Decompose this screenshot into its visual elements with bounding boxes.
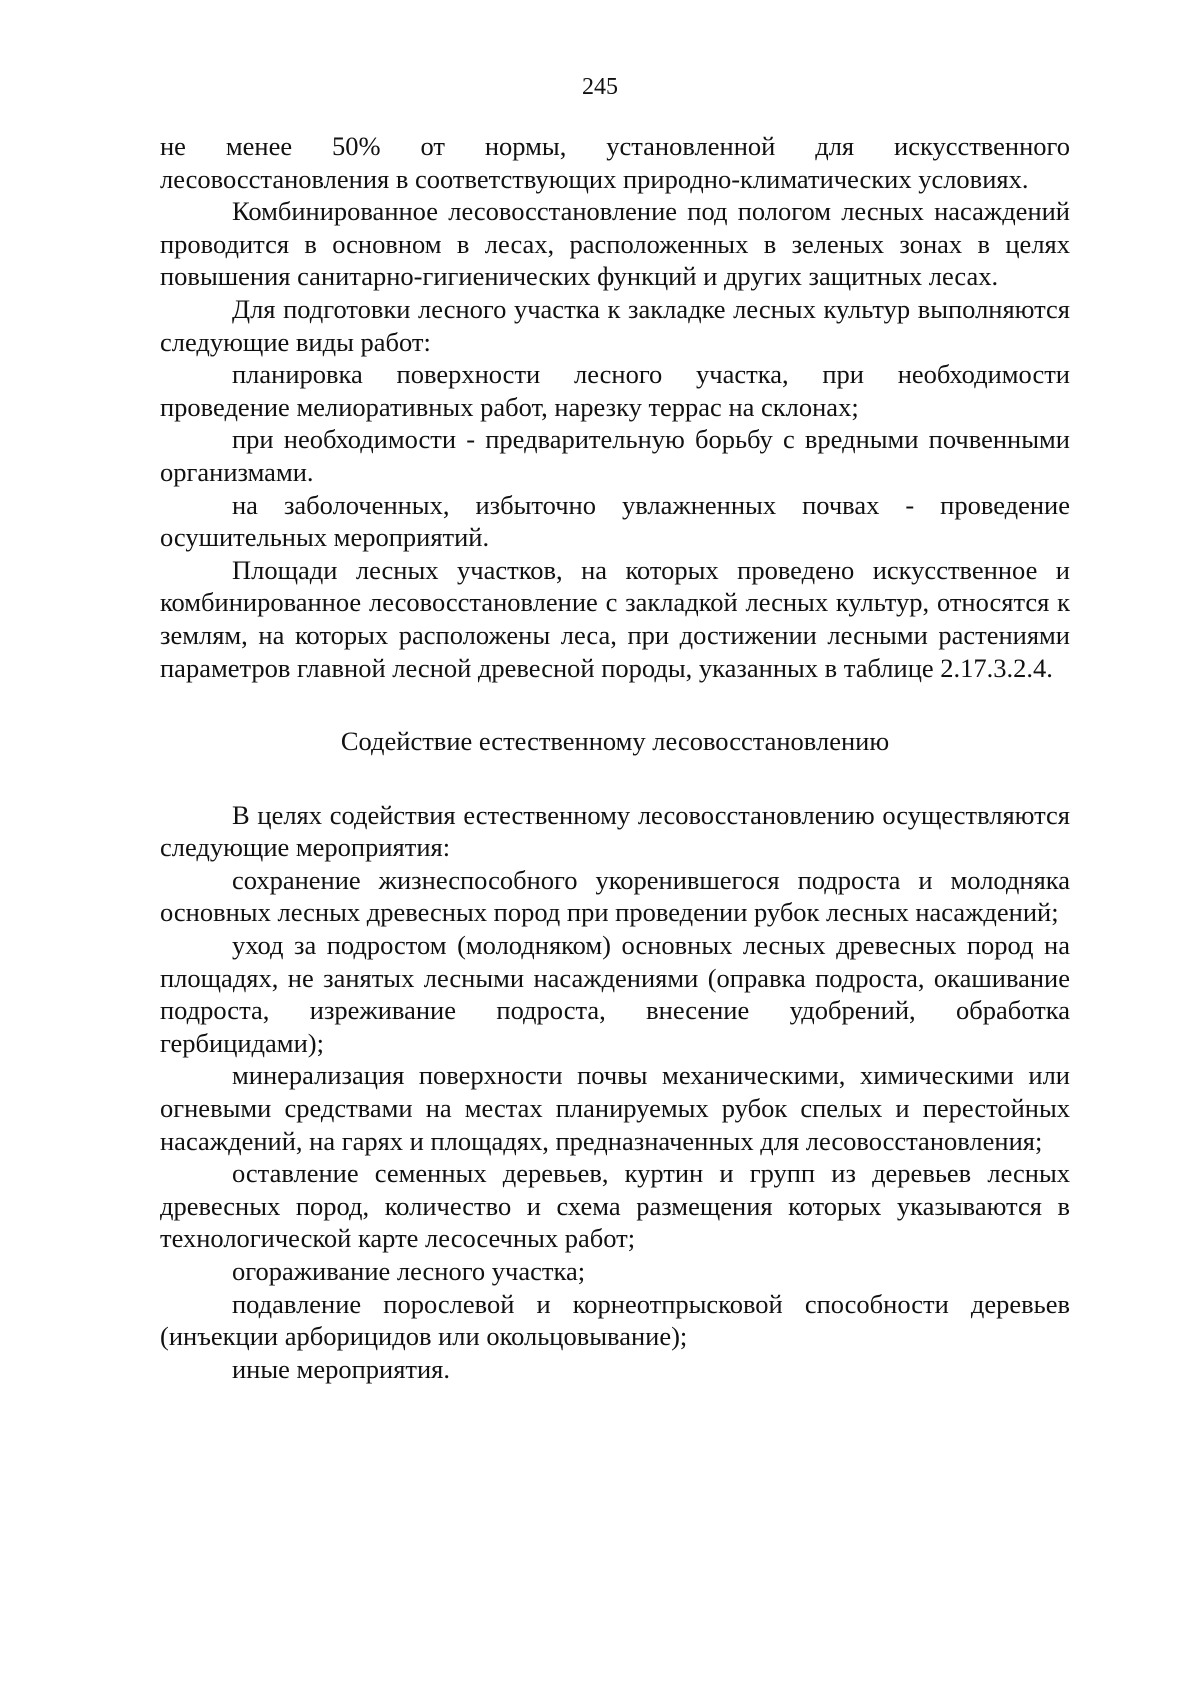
paragraph: Для подготовки лесного участка к закладке лесных культур выполняются следующие виды работ: (160, 293, 1070, 357)
list-item: подавление порослевой и корнеотпрысковой способности деревьев (инъекции арборицидов или окольцовывание); (160, 1288, 1070, 1352)
page-number: 245 (582, 74, 618, 100)
section-heading: Содействие естественному лесовосстановлению (340, 726, 890, 757)
paragraph: Площади лесных участков, на которых проведено искусственное и комбинированное лесовосстановление с закладкой лесных культур, относятся к землям, на которых расположены леса, при достижении лесными растениями параметров главной лесной древесной породы, указанных в таблице 2.17.3.2.4. (160, 554, 1070, 683)
list-item: иные мероприятия. (232, 1353, 450, 1384)
list-item: при необходимости - предварительную борьбу с вредными почвенными организмами. (160, 424, 1070, 487)
list-item: сохранение жизнеспособного укоренившегося подроста и молодняка основных лесных древесных пород при проведении рубок лесных насаждений; (160, 864, 1070, 928)
list-item: оставление семенных деревьев, куртин и групп из деревьев лесных древесных пород, количество и схема размещения которых указываются в технологической карте лесосечных работ; (160, 1158, 1070, 1254)
document-body (160, 130, 1070, 1385)
paragraph: Комбинированное лесовосстановление под пологом лесных насаждений проводится в основном в лесах, расположенных в зеленых зонах в целях повышения санитарно-гигиенических функций и других защитных лесах. (160, 196, 1070, 292)
paragraph: не менее 50% от нормы, установленной для искусственного лесовосстановления в соответствующих природно-климатических условиях. (160, 131, 1070, 194)
list-item: на заболоченных, избыточно увлажненных почвах - проведение осушительных мероприятий. (160, 489, 1070, 553)
list-item: планировка поверхности лесного участка, при необходимости проведение мелиоративных работ, нарезку террас на склонах; (160, 359, 1070, 422)
list-item: огораживание лесного участка; (232, 1256, 586, 1286)
paragraph: В целях содействия естественному лесовосстановлению осуществляются следующие мероприятия: (160, 799, 1070, 863)
list-item: минерализация поверхности почвы механическими, химическими или огневыми средствами на местах планируемых рубок спелых и перестойных насаждений, на гарях и площадях, предназначенных для лесовосстановления; (160, 1060, 1070, 1156)
list-item: уход за подростом (молодняком) основных лесных древесных пород на площадях, не занятых лесными насаждениями (оправка подроста, окашивание подроста, изреживание подроста, внесение удобрений, обработка гербицидами); (160, 930, 1070, 1058)
